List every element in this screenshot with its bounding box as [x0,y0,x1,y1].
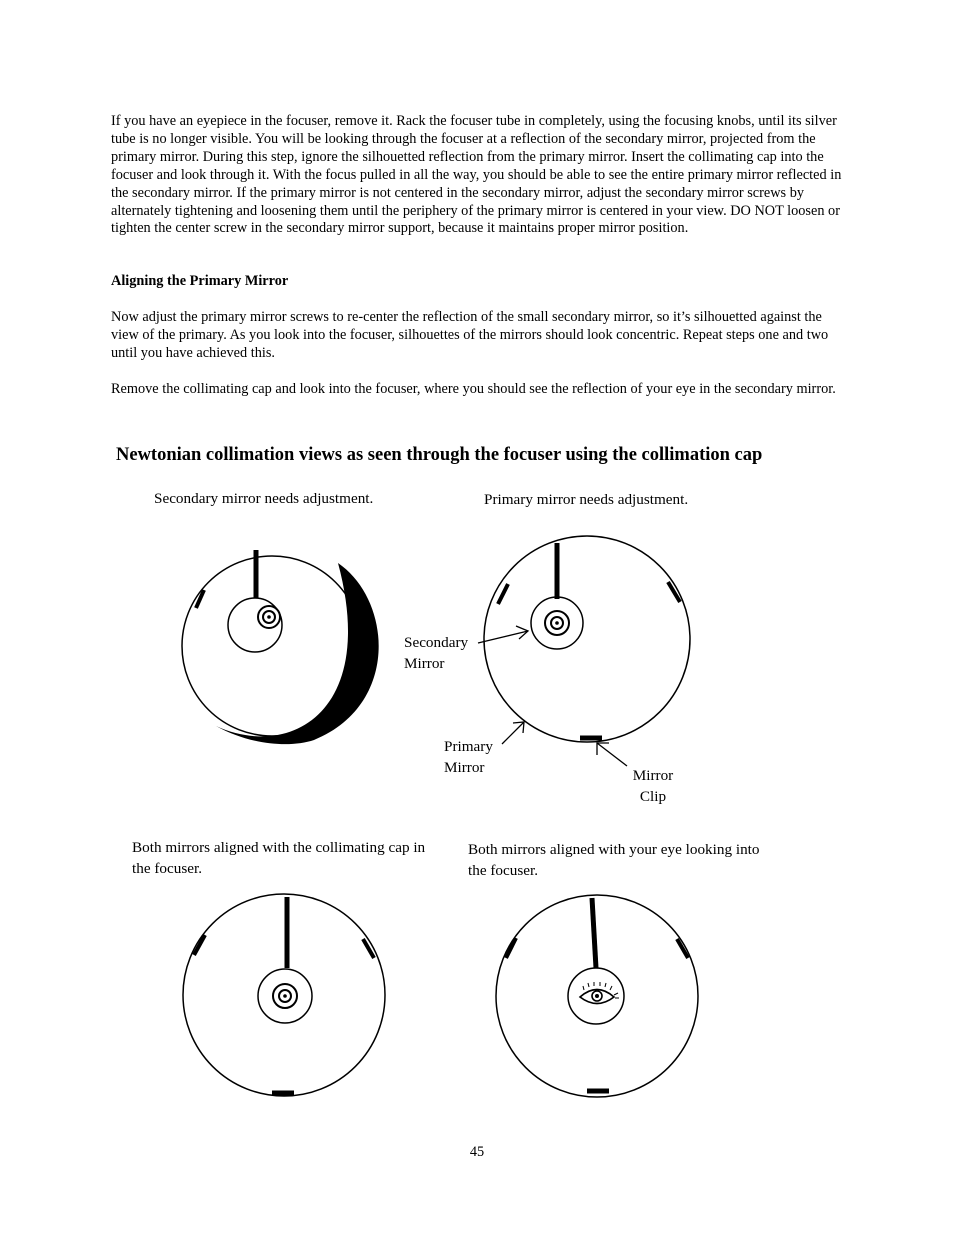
arrow-primary [502,722,524,744]
caption-secondary-needs-adjustment: Secondary mirror needs adjustment. [154,490,374,507]
label-primary-mirror: Primary Mirror [444,738,493,776]
spider-vane [592,898,596,968]
diagram-secondary-misaligned [182,550,379,744]
body-paragraph-1: If you have an eyepiece in the focuser, remove it. Rack the focuser tube in completely, using the focusing knobs, until its silver tube is no longer visible. You will be looking through the focuser at a reflection of the secondary mirror, projected from the primary mirror. During this step, ignore the silhouetted reflection from the primary mirror. Insert the collimating cap into the focuser and look through it. With the focus pulled in all the way, you should be able to see the entire primary mirror reflected in the secondary mirror. If the primary mirror is not centered in the secondary mirror, adjust the secondary mirror screws by alternately tightening and loosening them until the periphery of the primary mirror is centered in your view. DO NOT loosen or tighten the center screw in the secondary mirror support, because it maintains proper mirror position. [111,113,842,237]
center-dot [283,994,287,998]
diagram-aligned-eye [496,895,698,1097]
arrow-clip [597,743,627,766]
primary-mirror-outline [484,536,690,742]
mirror-clip-left [498,584,508,604]
body-paragraph-3: Remove the collimating cap and look into the focuser, where you should see the reflection of your eye in the secondary mirror. [111,381,836,397]
diagram-primary-misaligned [478,536,690,766]
label-secondary-mirror: Secondary Mirror [404,634,469,672]
subheading-aligning-primary: Aligning the Primary Mirror [111,273,289,289]
caption-primary-needs-adjustment: Primary mirror needs adjustment. [484,491,689,508]
diagram-aligned-cap [183,894,385,1096]
caption-aligned-with-cap: Both mirrors aligned with the collimating cap in the focuser. [132,839,426,877]
figure-title: Newtonian collimation views as seen through the focuser using the collimation cap [116,445,763,465]
label-mirror-clip: Mirror Clip [632,767,674,805]
page-number: 45 [469,1144,485,1160]
caption-aligned-with-eye: Both mirrors aligned with your eye looking into the focuser. [468,841,760,879]
body-paragraph-2: Now adjust the primary mirror screws to re-center the reflection of the small secondary mirror, so it’s silhouetted against the view of the primary. As you look into the focuser, silhouettes of the mirrors should look concentric. Repeat steps one and two until you have achieved this. [111,309,829,361]
crescent-shadow [216,563,379,744]
mirror-clip-right [363,939,374,958]
center-dot [267,615,271,619]
eye-icon [580,982,619,1004]
arrow-secondary [478,626,528,643]
center-dot [555,621,559,625]
